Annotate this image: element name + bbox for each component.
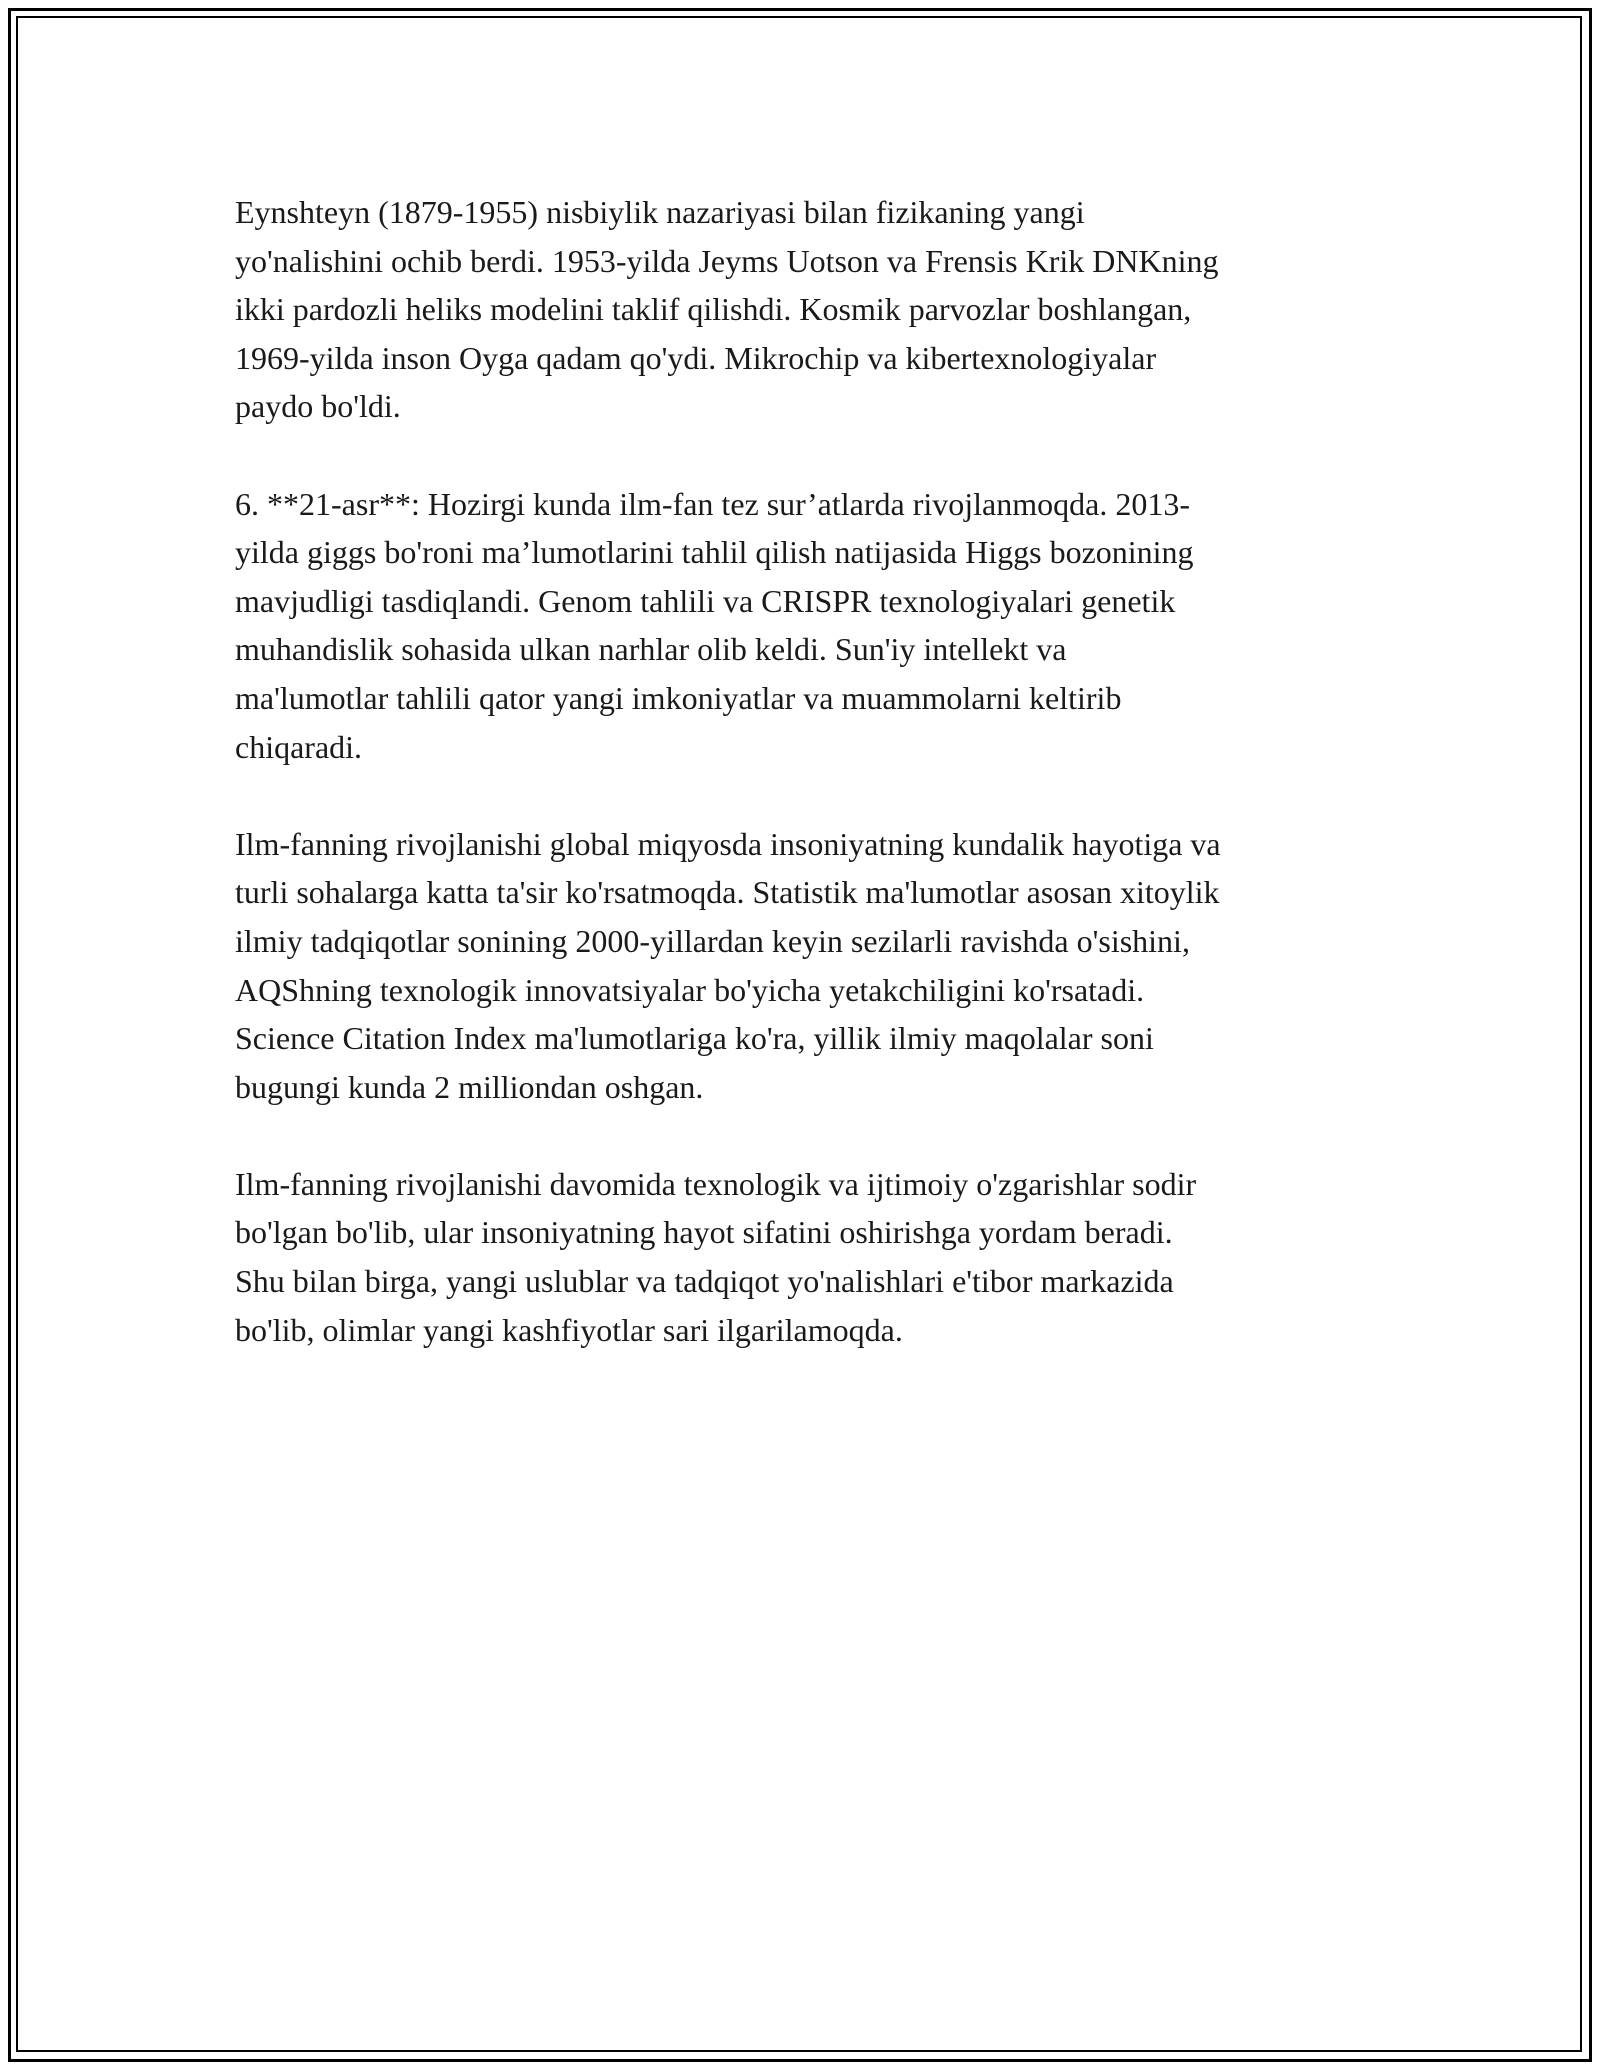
paragraph-global-impact: Ilm-fanning rivojlanishi global miqyosda insoniyatning kundalik hayotiga va turli sohalarga katta ta'sir ko'rsatmoqda. Statistik ma'lumotlar asosan xitoylik ilmiy tadqiqotlar sonining 2000-yillardan keyin sezilarli ravishda o'sishini, AQShning texnologik innovatsiyalar bo'yicha yetakchiligini ko'rsatadi. Science Citation Index ma'lumotlariga ko'ra, yillik ilmiy maqolalar soni bugungi kunda 2 milliondan oshgan. bbox=[235, 825, 1221, 1105]
paragraph-conclusion: Ilm-fanning rivojlanishi davomida texnologik va ijtimoiy o'zgarishlar sodir bo'lgan bo'lib, ular insoniyatning hayot sifatini oshirishga yordam beradi. Shu bilan birga, yangi uslublar va tadqiqot yo'nalishlari e'tibor markazida bo'lib, olimlar yangi kashfiyotlar sari ilgarilamoqda. bbox=[235, 1165, 1197, 1348]
document-body bbox=[235, 188, 1375, 1403]
paragraph-21st-century: 6. **21-asr**: Hozirgi kunda ilm-fan tez sur’atlarda rivojlanmoqda. 2013- yilda giggs bo'roni ma’lumotlarini tahlil qilish natijasida Higgs bozonining mavjudligi tasdiqlandi. Genom tahlili va CRISPR texnologiyalari genetik muhandislik sohasida ulkan narhlar olib keldi. Sun'iy intellekt va ma'lumotlar tahlili qator yangi imkoniyatlar va muammolarni keltirib chiqaradi. bbox=[235, 485, 1194, 765]
paragraph-einstein-20th-century: Eynshteyn (1879-1955) nisbiylik nazariyasi bilan fizikaning yangi yo'nalishini ochib berdi. 1953-yilda Jeyms Uotson va Frensis Krik DNKning ikki pardozli heliks modelini taklif qilishdi. Kosmik parvozlar boshlangan, 1969-yilda inson Oyga qadam qo'ydi. Mikrochip va kibertexnologiyalar paydo bo'ldi. bbox=[235, 194, 1219, 425]
